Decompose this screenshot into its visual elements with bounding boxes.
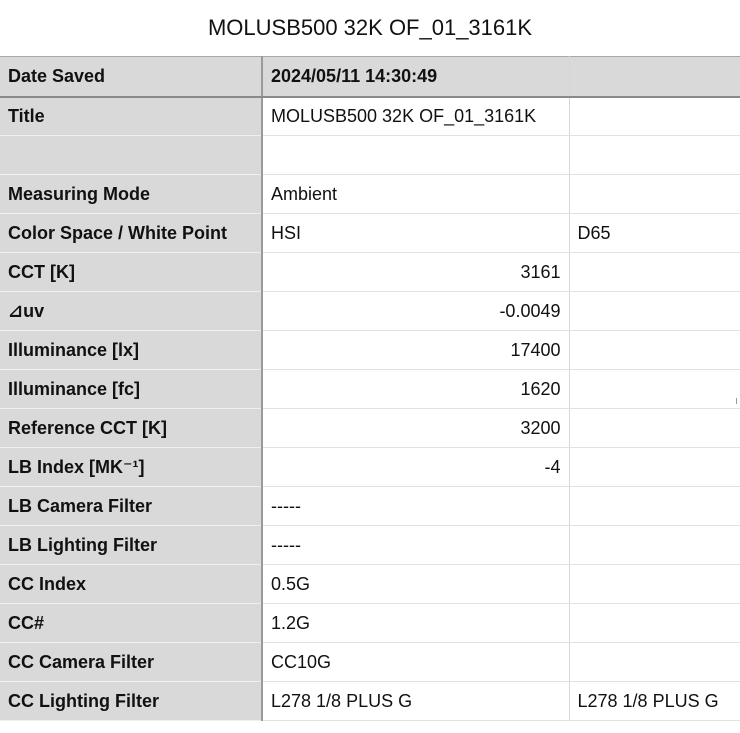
row-value: 3200	[262, 409, 569, 448]
row-value: -4	[262, 448, 569, 487]
cursor-mark	[736, 398, 739, 404]
table-row	[0, 604, 740, 643]
row-label	[0, 136, 262, 175]
row-value: 1620	[262, 370, 569, 409]
row-value: Ambient	[262, 175, 569, 214]
table-row	[0, 331, 740, 370]
table-row	[0, 97, 740, 136]
row-extra	[569, 175, 740, 214]
table-row	[0, 370, 740, 409]
table-row	[0, 643, 740, 682]
row-extra: D65	[569, 214, 740, 253]
row-label: Illuminance [lx]	[0, 331, 262, 370]
row-label: CC#	[0, 604, 262, 643]
row-extra	[569, 292, 740, 331]
row-value: MOLUSB500 32K OF_01_3161K	[262, 97, 569, 136]
table-row	[0, 175, 740, 214]
row-extra	[569, 370, 740, 409]
row-value	[262, 136, 569, 175]
table-row	[0, 682, 740, 721]
row-extra	[569, 97, 740, 136]
row-extra	[569, 487, 740, 526]
row-value: CC10G	[262, 643, 569, 682]
row-value: 3161	[262, 253, 569, 292]
table-row	[0, 253, 740, 292]
row-label: CC Camera Filter	[0, 643, 262, 682]
row-label: LB Camera Filter	[0, 487, 262, 526]
row-extra	[569, 409, 740, 448]
row-value: HSI	[262, 214, 569, 253]
row-label: Title	[0, 97, 262, 136]
row-value: L278 1/8 PLUS G	[262, 682, 569, 721]
table-row	[0, 409, 740, 448]
row-label: ⊿uv	[0, 292, 262, 331]
row-extra	[569, 526, 740, 565]
row-label: CCT [K]	[0, 253, 262, 292]
measurement-table	[0, 56, 740, 721]
table-row	[0, 292, 740, 331]
row-label: Illuminance [fc]	[0, 370, 262, 409]
row-label: Color Space / White Point	[0, 214, 262, 253]
row-extra	[569, 448, 740, 487]
row-label: Date Saved	[0, 57, 262, 97]
table-row	[0, 57, 740, 97]
row-extra	[569, 643, 740, 682]
row-extra	[569, 604, 740, 643]
table-row	[0, 526, 740, 565]
row-label: CC Index	[0, 565, 262, 604]
document-title: MOLUSB500 32K OF_01_3161K	[207, 15, 533, 40]
row-value: 2024/05/11 14:30:49	[262, 57, 569, 97]
row-label: Reference CCT [K]	[0, 409, 262, 448]
table-row	[0, 214, 740, 253]
row-value: -----	[262, 487, 569, 526]
row-value: -----	[262, 526, 569, 565]
row-value: -0.0049	[262, 292, 569, 331]
row-extra	[569, 253, 740, 292]
row-extra	[569, 136, 740, 175]
row-extra	[569, 565, 740, 604]
table-row	[0, 136, 740, 175]
row-value: 1.2G	[262, 604, 569, 643]
row-label: CC Lighting Filter	[0, 682, 262, 721]
row-extra	[569, 331, 740, 370]
row-value: 0.5G	[262, 565, 569, 604]
row-label: LB Lighting Filter	[0, 526, 262, 565]
row-extra: L278 1/8 PLUS G	[569, 682, 740, 721]
row-label: LB Index [MK⁻¹]	[0, 448, 262, 487]
table-row	[0, 448, 740, 487]
table-row	[0, 487, 740, 526]
row-extra	[569, 57, 740, 97]
row-value: 17400	[262, 331, 569, 370]
table-row	[0, 565, 740, 604]
row-label: Measuring Mode	[0, 175, 262, 214]
